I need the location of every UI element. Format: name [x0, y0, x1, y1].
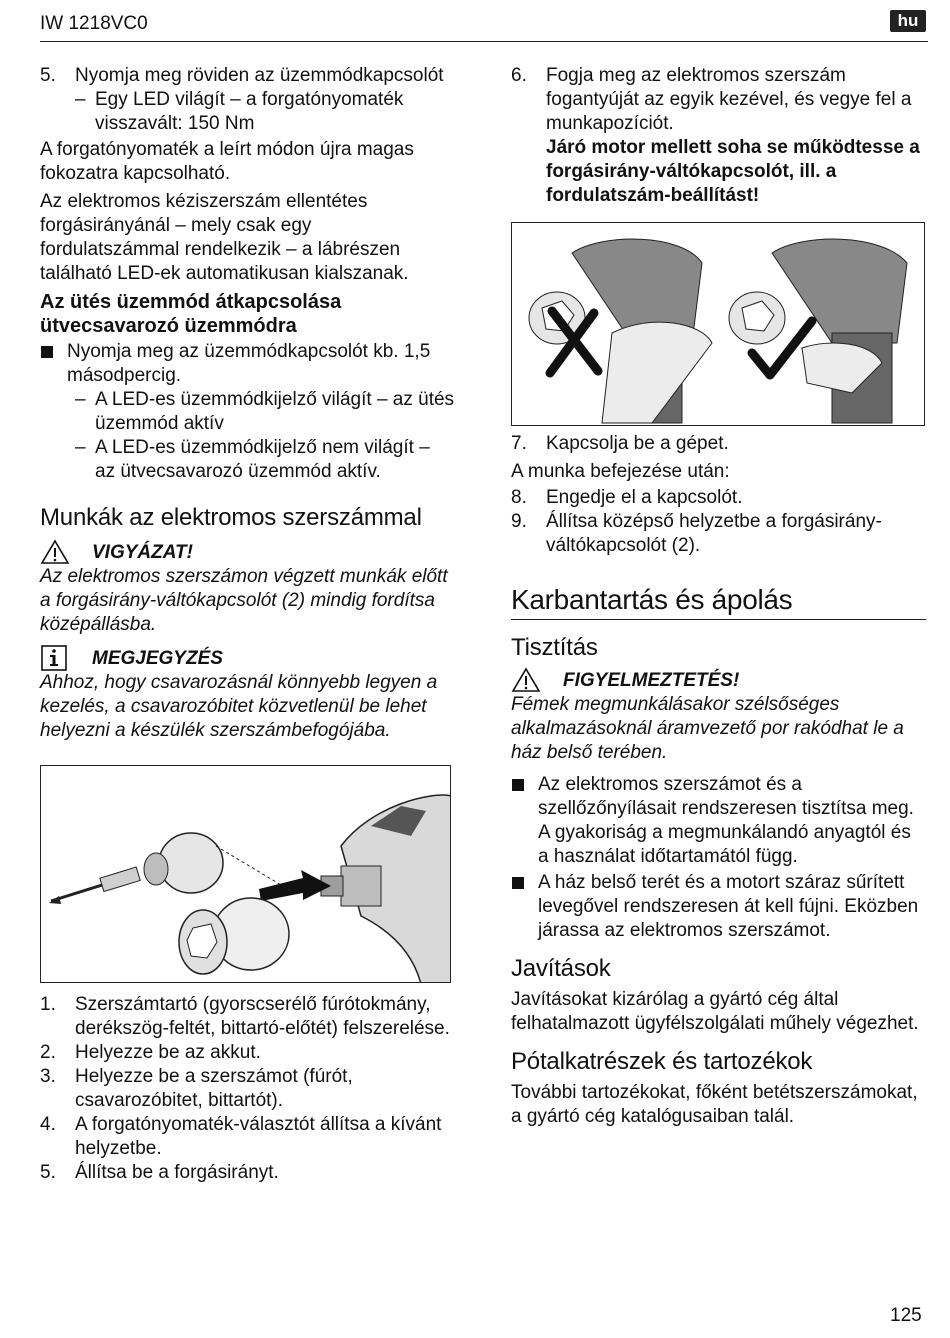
grip-figure	[511, 222, 925, 426]
step-item	[40, 1065, 455, 1113]
tool-insertion-figure	[40, 765, 451, 983]
header-rule	[40, 41, 928, 42]
step-text: Állítsa be a forgásirányt.	[75, 1162, 279, 1183]
note-label: MEGJEGYZÉS	[92, 648, 223, 669]
dash-icon: –	[75, 437, 86, 458]
bullet-item	[511, 773, 926, 869]
page-number: 125	[890, 1305, 922, 1326]
header-model: IW 1218VC0	[40, 13, 148, 34]
language-badge: hu	[890, 10, 926, 32]
caution-label: VIGYÁZAT!	[92, 542, 193, 563]
step-number: 6.	[511, 65, 527, 86]
paragraph: Az elektromos kéziszerszám ellentétes forgásirányánál – mely csak egy fordulatszámmal rendelkezik – a lábrészen található LED-ek automatikusan kialszanak.	[40, 191, 409, 284]
step-item	[40, 1113, 455, 1161]
dash-icon: –	[75, 89, 86, 110]
step-number: 5.	[40, 1162, 56, 1183]
step-item	[40, 993, 455, 1041]
step-text: Állítsa középső helyzetbe a forgásirány-váltókapcsolót (2).	[546, 511, 882, 556]
paragraph: A munka befejezése után:	[511, 461, 730, 482]
dash-text: A LED-es üzemmódkijelző nem világít – az ütvecsavarozó üzemmód aktív.	[95, 437, 430, 482]
subsection-title: Pótalkatrészek és tartozékok	[511, 1048, 813, 1075]
paragraph: A forgatónyomaték a leírt módon újra magas fokozatra kapcsolható.	[40, 139, 414, 184]
step-item	[40, 64, 455, 88]
square-bullet-icon	[511, 871, 538, 943]
step-item	[511, 64, 926, 136]
step-item	[40, 1041, 455, 1065]
step-text: Fogja meg az elektromos szerszám fogantyúját az egyik kezével, és vegye fel a munkapozíciót.	[546, 65, 912, 134]
warning-label: FIGYELMEZTETÉS!	[563, 670, 740, 691]
right-column	[511, 64, 926, 1133]
bullet-item	[40, 340, 455, 388]
step-text: Kapcsolja be a gépet.	[546, 433, 729, 454]
step-number: 2.	[40, 1042, 56, 1063]
dash-item	[75, 388, 455, 436]
step-item	[511, 432, 926, 456]
warning-triangle-icon	[40, 539, 70, 565]
dash-text: Egy LED világít – a forgatónyomaték visszavált: 150 Nm	[95, 89, 404, 134]
square-bullet-icon	[511, 773, 538, 869]
step-item	[511, 510, 926, 558]
step-warning	[511, 136, 926, 208]
step-item	[40, 1161, 455, 1185]
info-icon	[40, 645, 70, 671]
tool-insertion-illustration	[41, 766, 451, 983]
bullet-text: Nyomja meg az üzemmódkapcsolót kb. 1,5 másodpercig.	[67, 341, 431, 386]
step-text: Nyomja meg röviden az üzemmódkapcsolót	[75, 65, 444, 86]
section-title: Karbantartás és ápolás	[511, 584, 926, 620]
note-header	[40, 645, 455, 671]
step-text: Engedje el a kapcsolót.	[546, 487, 743, 508]
paragraph: További tartozékokat, főként betétszerszámokat, a gyártó cég katalógusaiban talál.	[511, 1082, 918, 1127]
bullet-text: Az elektromos szerszámot és a szellőzőnyílásait rendszeresen tisztítsa meg. A gyakoriság a megmunkálandó anyagtól és a használat időtartamától függ.	[538, 774, 914, 867]
step-text: Helyezze be a szerszámot (fúrót, csavarozóbitet, bittartót).	[75, 1066, 353, 1111]
grip-illustration	[512, 223, 925, 426]
step-text: Helyezze be az akkut.	[75, 1042, 261, 1063]
step-number: 1.	[40, 994, 56, 1015]
dash-item	[75, 88, 455, 136]
subheading: Az ütés üzemmód átkapcsolása ütvecsavarozó üzemmódra	[40, 291, 342, 337]
warning-triangle-icon	[511, 667, 541, 693]
bullet-item	[511, 871, 926, 943]
subsection-title: Tisztítás	[511, 634, 598, 661]
warning-text: Fémek megmunkálásakor szélsőséges alkalmazásoknál áramvezető por rakódhat le a ház belső terében.	[511, 694, 904, 763]
subsection-title: Javítások	[511, 955, 611, 982]
step-number: 4.	[40, 1114, 56, 1135]
step-text: A forgatónyomaték-választót állítsa a kívánt helyzetbe.	[75, 1114, 442, 1159]
step-number: 5.	[40, 65, 56, 86]
step-number: 7.	[511, 433, 527, 454]
step-text: Szerszámtartó (gyorscserélő fúrótokmány, derékszög-feltét, bittartó-előtét) felszerelése.	[75, 994, 450, 1039]
left-column	[40, 64, 455, 1185]
dash-item	[75, 436, 455, 484]
paragraph: Javításokat kizárólag a gyártó cég által felhatalmazott ügyfélszolgálati műhely végezhet.	[511, 989, 919, 1034]
dash-text: A LED-es üzemmódkijelző világít – az ütés üzemmód aktív	[95, 389, 455, 434]
dash-icon: –	[75, 389, 86, 410]
step-number: 9.	[511, 511, 527, 532]
step-number: 8.	[511, 487, 527, 508]
note-text: Ahhoz, hogy csavarozásnál könnyebb legyen a kezelés, a csavarozóbitet közvetlenül be lehet helyezni a készülék szerszámbefogójába.	[40, 672, 438, 741]
step-number: 3.	[40, 1066, 56, 1087]
step-bold-text: Járó motor mellett soha se működtesse a forgásirány-váltókapcsolót, ill. a fordulatszám-beállítást!	[546, 137, 920, 206]
steps-list	[40, 993, 455, 1185]
caution-header	[40, 539, 455, 565]
section-title: Munkák az elektromos szerszámmal	[40, 504, 422, 531]
square-bullet-icon	[40, 340, 67, 388]
warning-header	[511, 667, 926, 693]
step-item	[511, 486, 926, 510]
bullet-text: A ház belső terét és a motort száraz sűrített levegővel rendszeresen át kell fújni. Eközben járassa az elektromos szerszámot.	[538, 872, 919, 941]
caution-text: Az elektromos szerszámon végzett munkák előtt a forgásirány-váltókapcsolót (2) mindig fordítsa középállásba.	[40, 566, 448, 635]
